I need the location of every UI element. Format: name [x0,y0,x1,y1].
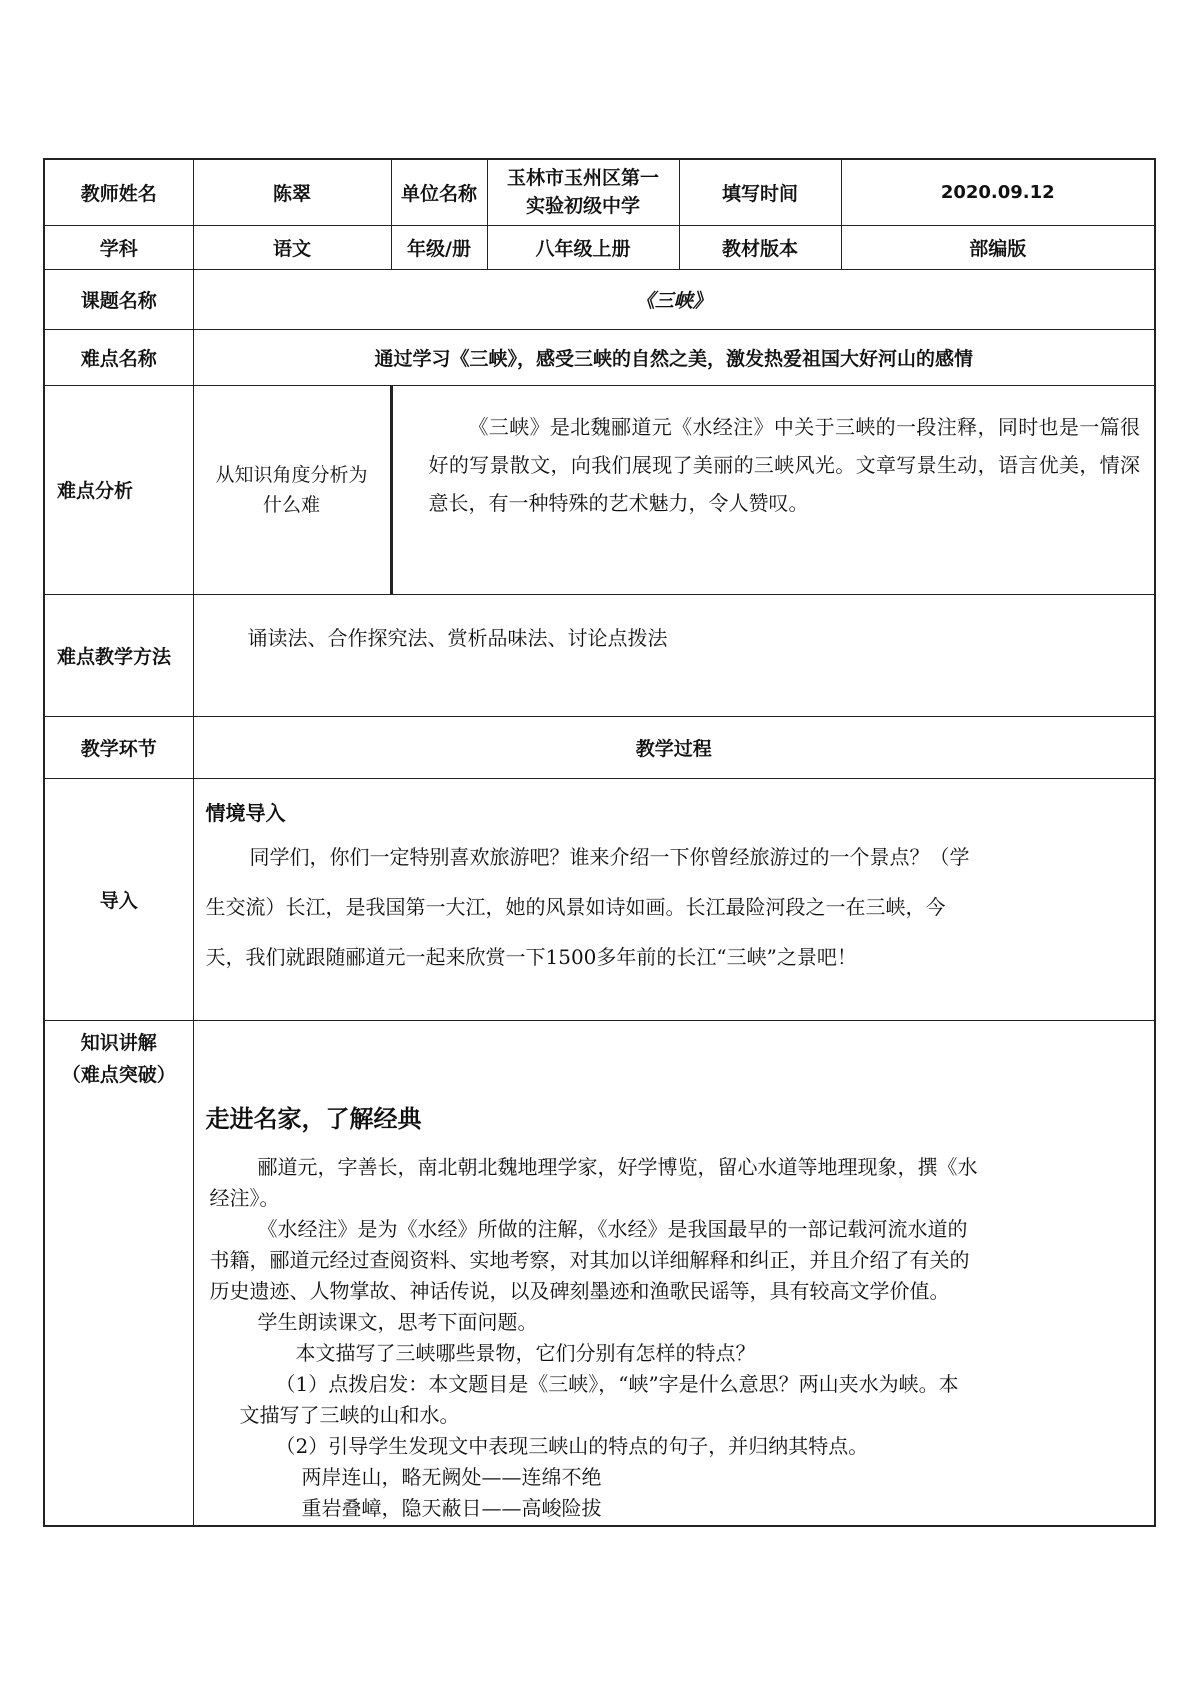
intro-line3: 天，我们就跟随郦道元一起来欣赏一下1500多年前的长江“三峡”之景吧！ [205,944,857,969]
intro-line1: 同学们，你们一定特别喜欢旅游吧？谁来介绍一下你曾经旅游过的一个景点？（学 [249,844,970,869]
analysis-row [44,385,1155,594]
grade-value: 八年级上册 [487,225,679,269]
knowledge-p3: 学生朗读课文，思考下面问题。 [257,1309,538,1334]
analysis-sub-label-line1: 从知识角度分析为 [215,463,368,486]
knowledge-p1-line1: 郦道元，字善长，南北朝北魏地理学家，好学博览，留心水道等地理现象，撰《水 [257,1154,978,1179]
teacher-label: 教师姓名 [44,159,193,225]
knowledge-cell [193,1020,1155,1526]
lesson-plan-table [43,158,1156,1527]
knowledge-label-line2: （难点突破） [61,1063,176,1086]
analysis-label: 难点分析 [44,385,193,594]
analysis-sub-label [193,385,391,594]
methods-text: 诵读法、合作探究法、赏析品味法、讨论点拨法 [247,625,668,650]
process-header-right: 教学过程 [193,716,1155,778]
methods-row [44,594,1155,716]
lesson-plan-sheet [43,158,1154,1527]
unit-value-line2: 实验初级中学 [525,195,640,218]
subject-label: 学科 [44,225,193,269]
grade-label: 年级/册 [391,225,487,269]
difficulty-value: 通过学习《三峡》，感受三峡的自然之美，激发热爱祖国大好河山的感情 [193,329,1155,385]
methods-label: 难点教学方法 [44,594,193,716]
knowledge-p2-line2: 书籍，郦道元经过查阅资料、实地考察，对其加以详细解释和纠正，并且介绍了有关的 [209,1247,970,1272]
header-row-2 [44,225,1155,269]
knowledge-p5-line1: （1）点拨启发：本文题目是《三峡》，“峡”字是什么意思？两山夹水为峡。本 [275,1371,959,1396]
topic-row [44,269,1155,329]
knowledge-heading: 走进名家，了解经典 [205,1104,422,1133]
knowledge-p8: 重岩叠嶂，隐天蔽日——高峻险拔 [301,1495,602,1520]
edition-label: 教材版本 [679,225,841,269]
knowledge-p4: 本文描写了三峡哪些景物，它们分别有怎样的特点？ [295,1340,756,1365]
knowledge-p2-line1: 《水经注》是为《水经》所做的注解，《水经》是我国最早的一部记载河流水道的 [257,1216,968,1241]
date-label: 填写时间 [679,159,841,225]
difficulty-row [44,329,1155,385]
knowledge-p7: 两岸连山，略无阙处——连绵不绝 [301,1464,602,1489]
analysis-sub-label-line2: 什么难 [262,493,320,516]
knowledge-label [44,1020,193,1526]
edition-value: 部编版 [841,225,1155,269]
process-header-left: 教学环节 [44,716,193,778]
intro-label: 导入 [44,778,193,1020]
topic-value: 《三峡》 [193,269,1155,329]
date-value: 2020.09.12 [841,159,1155,225]
unit-value [487,159,679,225]
unit-value-line1: 玉林市玉州区第一 [506,167,659,190]
teacher-value: 陈翠 [193,159,391,225]
unit-label: 单位名称 [391,159,487,225]
process-header-row [44,716,1155,778]
header-row-1 [44,159,1155,225]
knowledge-label-line1: 知识讲解 [80,1031,157,1054]
methods-text-cell [193,594,1155,716]
topic-label: 课题名称 [44,269,193,329]
intro-title: 情境导入 [205,800,286,825]
knowledge-p5-line2: 文描写了三峡的山和水。 [239,1402,460,1427]
analysis-text: 《三峡》是北魏郦道元《水经注》中关于三峡的一段注释，同时也是一篇很好的写景散文，向我们展现了美丽的三峡风光。文章写景生动，语言优美，情深意长，有一种特殊的艺术魅力，令人赞叹。 [428,414,1140,515]
knowledge-p6: （2）引导学生发现文中表现三峡山的特点的句子，并归纳其特点。 [275,1433,869,1458]
difficulty-label: 难点名称 [44,329,193,385]
knowledge-p2-line3: 历史遗迹、人物掌故、神话传说，以及碑刻墨迹和渔歌民谣等，具有较高文学价值。 [209,1278,950,1303]
knowledge-p1-line2: 经注》。 [209,1185,280,1210]
knowledge-row [44,1020,1155,1526]
intro-line2: 生交流）长江，是我国第一大江，她的风景如诗如画。长江最险河段之一在三峡，今 [205,894,946,919]
intro-cell [193,778,1155,1020]
intro-row [44,778,1155,1020]
analysis-text-cell [391,385,1155,594]
subject-value: 语文 [193,225,391,269]
